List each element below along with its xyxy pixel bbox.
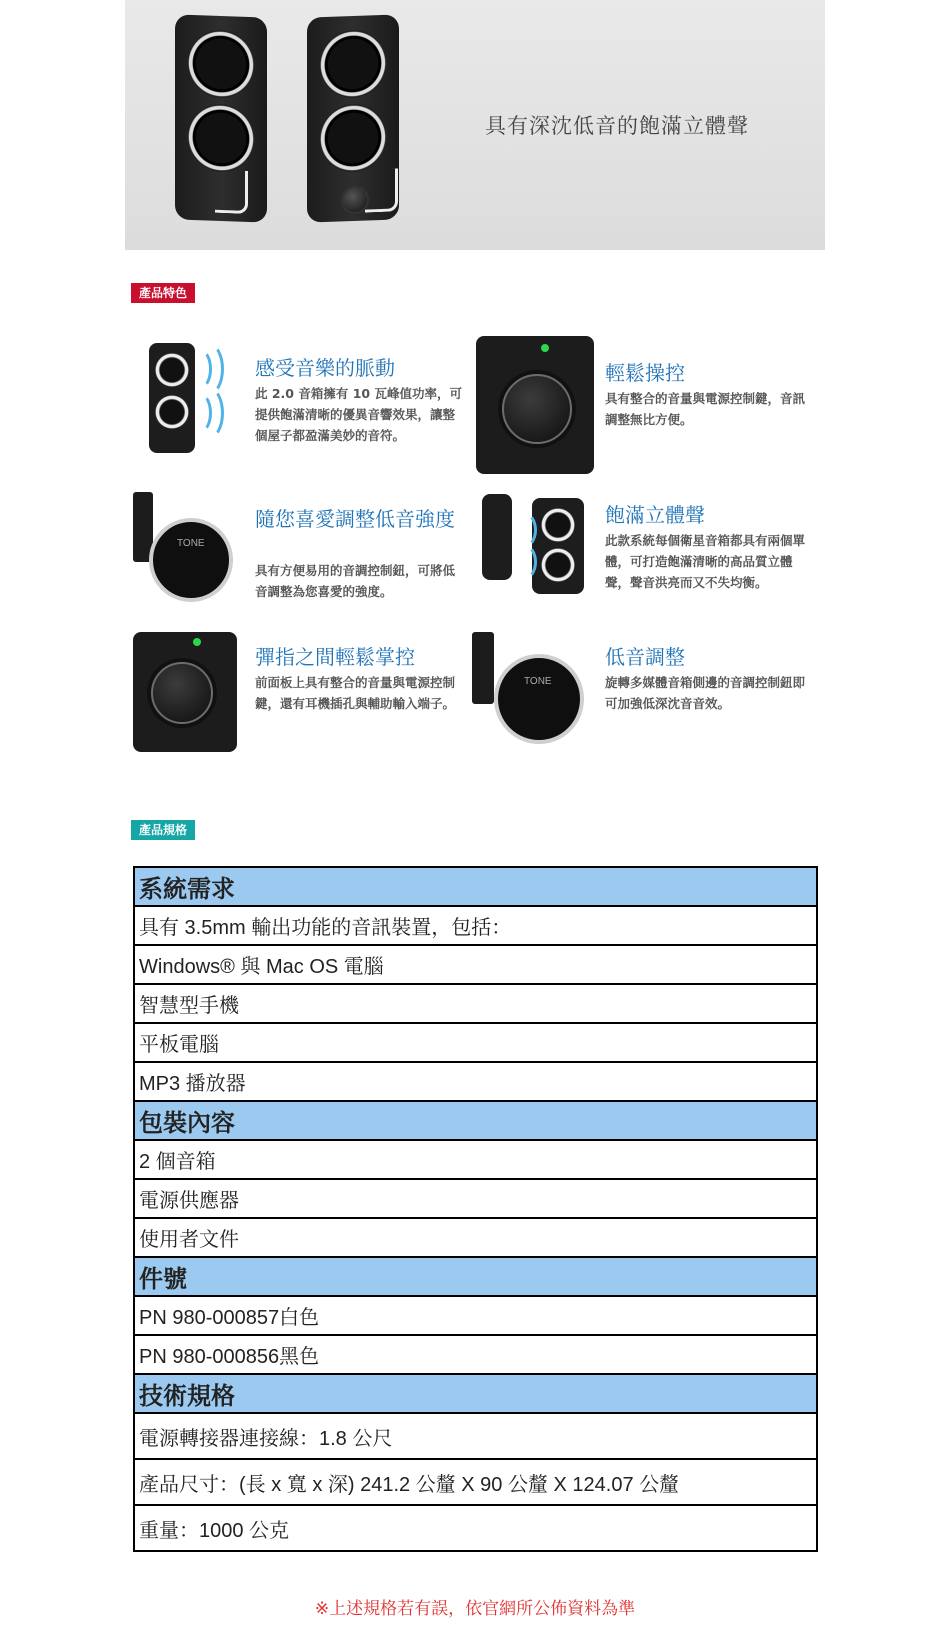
features-section-tag: 產品特色 (131, 283, 195, 303)
feature-title: 輕鬆操控 (605, 361, 685, 385)
feature-easy-control (472, 330, 832, 460)
speaker-sound-wave-image (133, 337, 255, 459)
volume-knob-image (133, 632, 237, 752)
feature-title: 飽滿立體聲 (605, 503, 705, 527)
table-row: 重量：1000 公克 (134, 1505, 817, 1551)
feature-desc: 具有方便易用的音調控制鈕，可將低音調整為您喜愛的強度。 (255, 563, 456, 599)
volume-knob-image (476, 336, 594, 474)
table-row: PN 980-000856黑色 (134, 1335, 817, 1374)
table-row: 平板電腦 (134, 1023, 817, 1062)
feature-desc: 旋轉多媒體音箱側邊的音調控制鈕即可加強低深沈音音效。 (605, 675, 806, 711)
tone-knob-image (133, 488, 255, 610)
feature-title: 感受音樂的脈動 (255, 356, 395, 380)
table-row: 具有 3.5mm 輸出功能的音訊裝置，包括： (134, 906, 817, 945)
table-row: MP3 播放器 (134, 1062, 817, 1101)
speaker-left-image (175, 14, 267, 222)
spec-header-package: 包裝內容 (134, 1101, 817, 1140)
spec-header-part-number: 件號 (134, 1257, 817, 1296)
feature-pulse (133, 337, 493, 467)
tone-knob-image (472, 632, 594, 754)
table-row: Windows® 與 Mac OS 電腦 (134, 945, 817, 984)
spec-header-system: 系統需求 (134, 867, 817, 906)
tone-label: TONE (524, 676, 552, 687)
feature-bass-tune (472, 632, 832, 762)
table-row: 電源轉接器連接線：1.8 公尺 (134, 1413, 817, 1459)
footer-note: ※上述規格若有誤，依官網所公佈資料為準 (314, 1599, 636, 1619)
feature-desc: 具有整合的音量與電源控制鍵，音訊調整無比方便。 (605, 391, 806, 427)
feature-fingertip-control (133, 632, 493, 762)
hero-banner (125, 0, 825, 250)
feature-desc: 前面板上具有整合的音量與電源控制鍵，還有耳機插孔與輔助輸入端子。 (255, 675, 456, 711)
feature-desc: 此款系統每個衛星音箱都具有兩個單體，可打造飽滿清晰的高品質立體聲，聲音洪亮而又不失均衡。 (605, 533, 806, 590)
feature-title: 隨您喜愛調整低音強度 (255, 507, 455, 531)
table-row: 2 個音箱 (134, 1140, 817, 1179)
feature-full-stereo (472, 488, 832, 618)
hero-title: 具有深沈低音的飽滿立體聲 (485, 114, 749, 138)
feature-desc: 此 2.0 音箱擁有 10 瓦峰值功率，可提供飽滿清晰的優異音響效果，讓整個屋子都盈滿美妙的音符。 (255, 386, 462, 443)
table-row: 產品尺寸：(長 x 寬 x 深) 241.2 公釐 X 90 公釐 X 124.07 公釐 (134, 1459, 817, 1505)
specs-section-tag: 產品規格 (131, 820, 195, 840)
spec-header-technical: 技術規格 (134, 1374, 817, 1413)
speaker-right-image (307, 14, 399, 222)
feature-title: 低音調整 (605, 645, 685, 669)
feature-title: 彈指之間輕鬆掌控 (255, 645, 415, 669)
feature-bass-adjust (133, 488, 493, 618)
spec-table (133, 866, 818, 1552)
table-row: PN 980-000857白色 (134, 1296, 817, 1335)
tone-label: TONE (177, 538, 205, 549)
stereo-speakers-image (472, 488, 594, 610)
table-row: 使用者文件 (134, 1218, 817, 1257)
table-row: 電源供應器 (134, 1179, 817, 1218)
table-row: 智慧型手機 (134, 984, 817, 1023)
